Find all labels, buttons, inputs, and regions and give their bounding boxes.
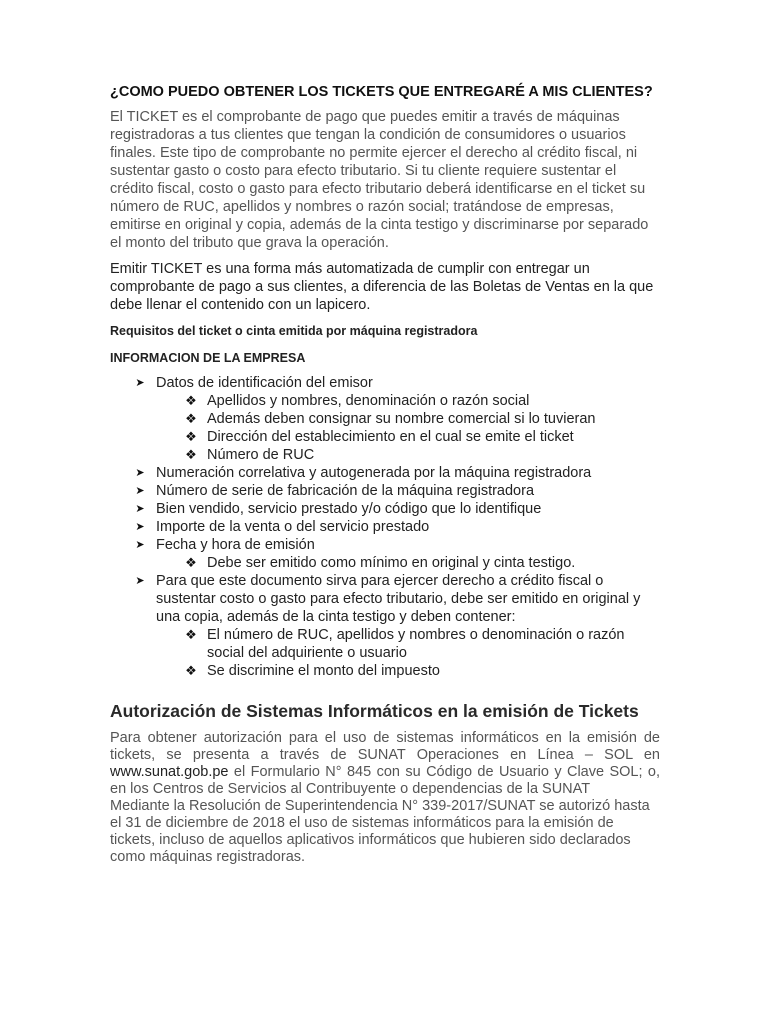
arrow-bullet-icon: ➤ <box>135 521 145 533</box>
list-item <box>110 446 660 464</box>
list-item-text: Datos de identificación del emisor <box>156 375 373 391</box>
sunat-link[interactable]: www.sunat.gob.pe <box>110 764 229 780</box>
list-item-text: Importe de la venta o del servicio prestado <box>156 519 430 535</box>
list-item-text: Además deben consignar su nombre comercial si lo tuvieran <box>207 411 596 427</box>
diamond-bullet-icon: ❖ <box>185 663 197 678</box>
list-item-text: Apellidos y nombres, denominación o razón social <box>207 393 530 409</box>
arrow-bullet-icon: ➤ <box>135 377 145 389</box>
sublist-credito-fiscal <box>156 626 660 680</box>
list-item-text: Numeración correlativa y autogenerada por la máquina registradora <box>156 465 592 481</box>
diamond-bullet-icon: ❖ <box>185 429 197 444</box>
intro-paragraph: El TICKET es el comprobante de pago que puedes emitir a través de máquinas registradoras a tus clientes que tengan la condición de consumidores o usuarios finales. Este tipo de comprobante no permite ejercer el derecho al crédito fiscal, ni sustentar gasto o costo para efecto tributario. Si tu cliente requiere sustentar el crédito fiscal, costo o gasto para efecto tributario deberá identificarse en el ticket su número de RUC, apellidos y nombres o razón social; tratándose de empresas, emitirse en original y copia, además de la cinta testigo y discriminarse por separado el monto del tributo que grava la operación. <box>110 109 649 251</box>
arrow-bullet-icon: ➤ <box>135 485 145 497</box>
second-paragraph: Emitir TICKET es una forma más automatizada de cumplir con entregar un comprobante de pago a sus clientes, a diferencia de las Boletas de Ventas en la que debe llenar el contenido con un lapicero. <box>110 261 654 313</box>
arrow-bullet-icon: ➤ <box>135 467 145 479</box>
page-title: ¿COMO PUEDO OBTENER LOS TICKETS QUE ENTREGARÉ A MIS CLIENTES? <box>110 84 653 100</box>
requirements-heading: Requisitos del ticket o cinta emitida por máquina registradora <box>110 324 478 338</box>
requirements-list <box>110 374 660 392</box>
authorization-text-start: Para obtener autorización para el uso de sistemas informáticos en la emisión de tickets, se presenta a través de SUNAT Operaciones en Línea – SOL en <box>110 730 660 763</box>
list-item <box>110 536 660 554</box>
arrow-bullet-icon: ➤ <box>135 503 145 515</box>
list-item <box>110 410 660 428</box>
document-content <box>110 84 660 866</box>
list-item <box>110 662 660 680</box>
list-item <box>110 518 660 536</box>
sublist-emisor <box>156 392 660 464</box>
list-item <box>110 482 660 500</box>
diamond-bullet-icon: ❖ <box>185 393 197 408</box>
authorization-text-end: el Formulario N° 845 con su Código de Usuario y Clave SOL; o, en los Centros de Servicios al Contribuyente o dependencias de la SUNAT <box>110 764 660 797</box>
list-item-text: Para que este documento sirva para ejercer derecho a crédito fiscal o sustentar costo o gasto para efecto tributario, debe ser emitido en original y una copia, además de la cinta testigo y deben contener: <box>156 573 641 625</box>
diamond-bullet-icon: ❖ <box>185 447 197 462</box>
company-info-heading: INFORMACION DE LA EMPRESA <box>110 351 306 365</box>
list-item <box>110 554 660 572</box>
diamond-bullet-icon: ❖ <box>185 627 197 642</box>
list-item-text: El número de RUC, apellidos y nombres o denominación o razón social del adquiriente o usuario <box>207 627 625 661</box>
list-item <box>110 500 660 518</box>
diamond-bullet-icon: ❖ <box>185 555 197 570</box>
section-title: Autorización de Sistemas Informáticos en la emisión de Tickets <box>110 701 639 721</box>
diamond-bullet-icon: ❖ <box>185 411 197 426</box>
requirements-list-continued <box>110 464 660 554</box>
list-item <box>110 572 660 626</box>
list-item <box>110 428 660 446</box>
list-item <box>110 464 660 482</box>
requirements-list-final <box>110 572 660 626</box>
sublist-emision <box>156 554 660 572</box>
arrow-bullet-icon: ➤ <box>135 539 145 551</box>
list-item-text: Número de serie de fabricación de la máquina registradora <box>156 483 535 499</box>
arrow-bullet-icon: ➤ <box>135 575 145 587</box>
list-item <box>110 374 660 392</box>
list-item-text: Número de RUC <box>207 447 315 463</box>
list-item <box>110 626 660 662</box>
list-item-text: Bien vendido, servicio prestado y/o código que lo identifique <box>156 501 542 517</box>
list-item-text: Debe ser emitido como mínimo en original y cinta testigo. <box>207 555 576 571</box>
list-item <box>110 392 660 410</box>
resolution-paragraph: Mediante la Resolución de Superintendencia N° 339-2017/SUNAT se autorizó hasta el 31 de diciembre de 2018 el uso de sistemas informáticos para la emisión de tickets, incluso de aquellos aplicativos informáticos que hubieren sido declarados como máquinas registradoras. <box>110 798 650 865</box>
authorization-paragraph <box>110 730 660 798</box>
list-item-text: Se discrimine el monto del impuesto <box>207 663 440 679</box>
list-item-text: Fecha y hora de emisión <box>156 537 315 553</box>
list-item-text: Dirección del establecimiento en el cual se emite el ticket <box>207 429 574 445</box>
